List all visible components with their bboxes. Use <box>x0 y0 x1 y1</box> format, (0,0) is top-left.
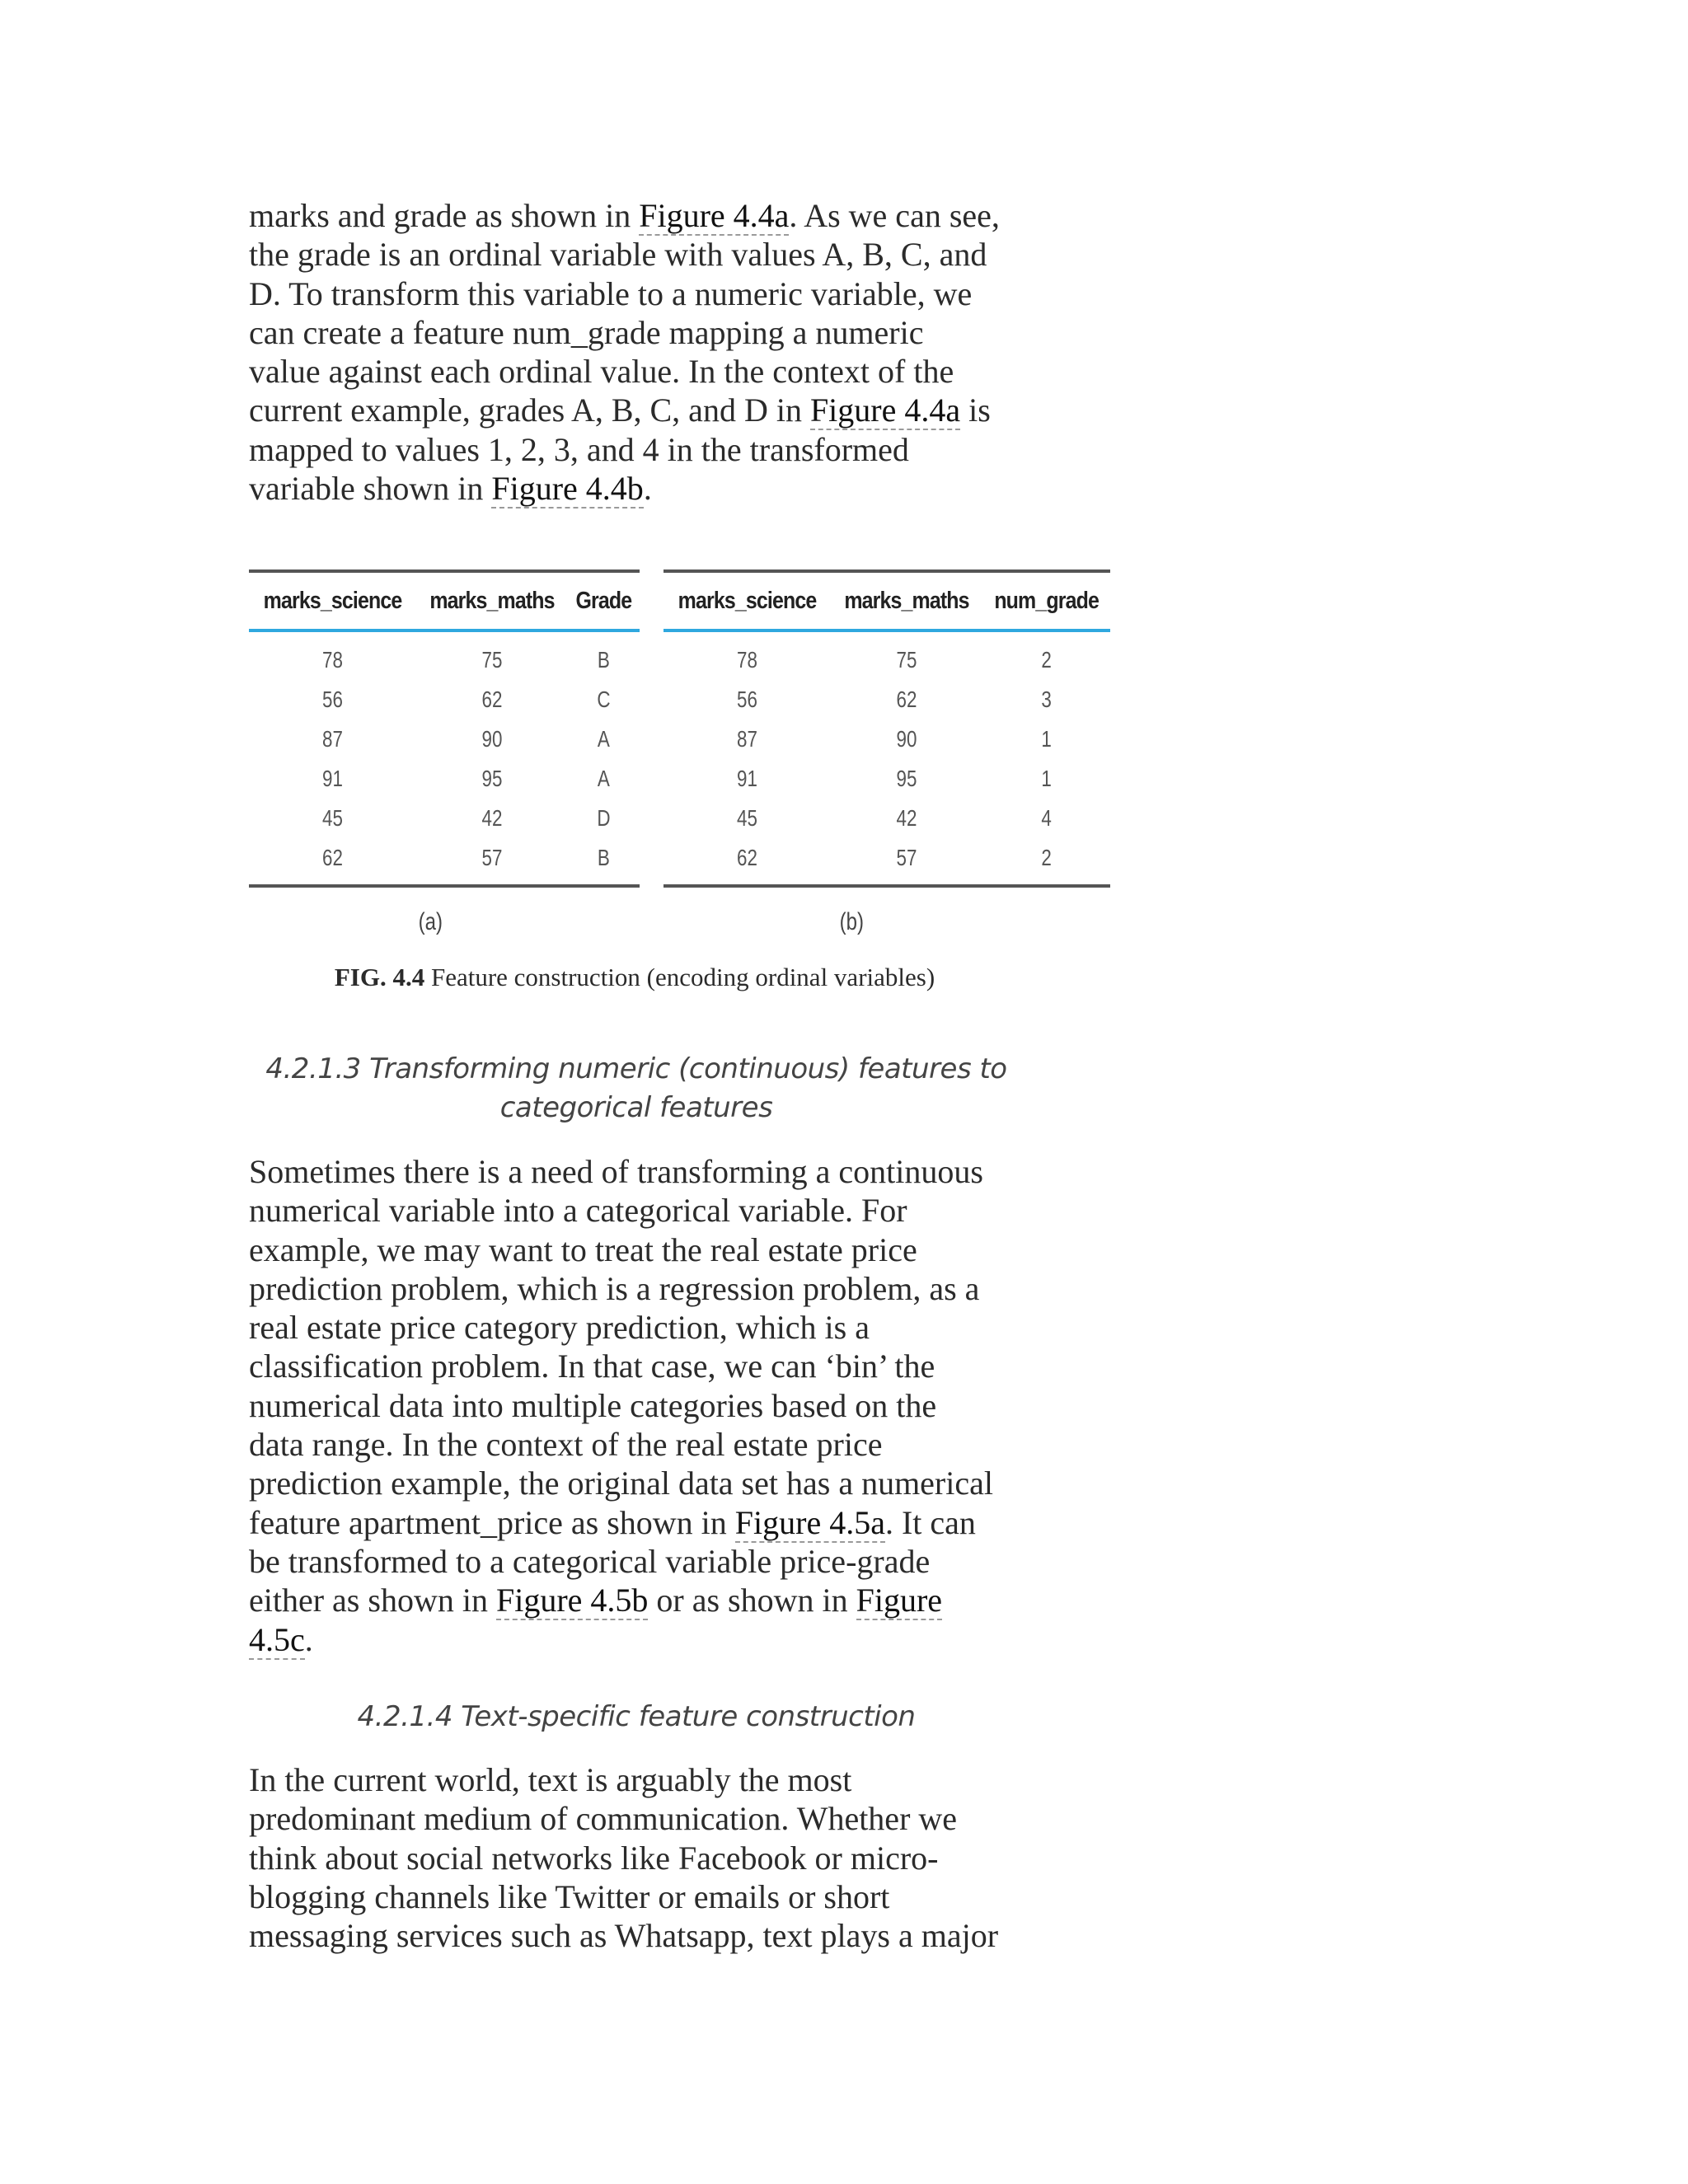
table-cell: 56 <box>322 687 343 712</box>
table-row <box>249 799 640 838</box>
text-segment: . It can <box>884 1503 976 1541</box>
table-cell: 75 <box>896 647 917 673</box>
text-line <box>249 1230 1024 1269</box>
text-segment: prediction problem, which is a regression problem, as a <box>249 1269 980 1307</box>
figure-table-a <box>249 569 640 888</box>
table-row <box>249 680 640 719</box>
table-row <box>249 719 640 759</box>
table-cell: D <box>597 805 611 831</box>
text-segment: real estate price category prediction, which is a <box>249 1309 870 1347</box>
text-line <box>249 430 1024 469</box>
text-segment: current example, grades A, B, C, and D in <box>249 391 810 429</box>
text-line <box>249 1308 1024 1347</box>
figure-reference-link[interactable]: 4.5c <box>249 1620 305 1658</box>
table-cell: 62 <box>322 845 343 870</box>
table-row <box>663 680 1110 719</box>
column-header-grade: Grade <box>573 571 635 630</box>
table-row <box>663 630 1110 680</box>
text-line <box>249 1347 1024 1385</box>
table-cell: 56 <box>737 687 757 712</box>
text-line <box>249 1425 1024 1464</box>
figure-label-b: (b) <box>839 908 865 935</box>
table-cell: 42 <box>481 805 503 831</box>
text-line <box>249 1620 1024 1659</box>
text-line <box>249 1916 1024 1955</box>
table-cell: 91 <box>737 766 757 791</box>
text-segment: be transformed to a categorical variable price-grade <box>249 1542 931 1580</box>
table-cell: 1 <box>1041 766 1052 791</box>
table-cell: 90 <box>481 726 503 752</box>
table-row <box>663 719 1110 759</box>
text-line <box>249 469 1024 508</box>
text-segment: blogging channels like Twitter or emails or short <box>249 1877 890 1915</box>
text-segment: messaging services such as Whatsapp, text plays a major <box>249 1917 999 1955</box>
table-cell: A <box>597 766 610 791</box>
table-cell: 90 <box>896 726 917 752</box>
heading-line: categorical features <box>499 1091 773 1124</box>
text-line <box>249 196 1024 235</box>
table-cell: 57 <box>481 845 503 870</box>
table-row <box>663 799 1110 838</box>
table-row <box>249 630 640 680</box>
table-cell: 3 <box>1041 687 1052 712</box>
table-cell: 2 <box>1041 845 1052 870</box>
table-row <box>663 759 1110 799</box>
figure-reference-link[interactable]: Figure <box>856 1582 943 1619</box>
text-segment: Sometimes there is a need of transforming a continuous <box>249 1153 983 1190</box>
figure-label-a: (a) <box>418 908 443 935</box>
column-header-marks-science: marks_science <box>675 571 819 630</box>
figure-reference-link[interactable]: Figure 4.4a <box>639 197 790 234</box>
table-cell: 2 <box>1041 647 1052 673</box>
table-header-row <box>249 571 640 630</box>
table-cell: A <box>597 726 610 752</box>
table-row <box>663 838 1110 886</box>
table-cell: 45 <box>322 805 343 831</box>
text-segment: data range. In the context of the real estate price <box>249 1426 883 1464</box>
text-segment: D. To transform this variable to a numeric variable, we <box>249 274 973 312</box>
text-segment: numerical data into multiple categories based on the <box>249 1386 937 1424</box>
text-segment: feature apartment_price as shown in <box>249 1503 735 1541</box>
table-cell: 75 <box>481 647 503 673</box>
table-cell: 78 <box>322 647 343 673</box>
section-heading-4-2-1-4 <box>249 1698 1024 1736</box>
table-row <box>249 759 640 799</box>
text-segment: example, we may want to treat the real estate price <box>249 1230 917 1268</box>
column-header-num-grade: num_grade <box>992 571 1102 630</box>
table-cell: C <box>597 687 611 712</box>
text-segment: is <box>960 391 991 429</box>
figure-reference-link[interactable]: Figure 4.4a <box>809 391 961 429</box>
text-line <box>249 235 1024 274</box>
table-cell: 62 <box>481 687 503 712</box>
figure-reference-link[interactable]: Figure 4.5a <box>734 1503 885 1541</box>
table-cell: B <box>597 647 610 673</box>
text-segment: prediction example, the original data set has a numerical <box>249 1465 993 1502</box>
table-cell: 45 <box>737 805 757 831</box>
table-cell: 87 <box>322 726 343 752</box>
text-segment: . <box>304 1620 313 1658</box>
table-cell: 4 <box>1041 805 1052 831</box>
table-row <box>249 838 640 886</box>
text-segment: numerical variable into a categorical variable. For <box>249 1192 907 1230</box>
text-segment: mapped to values 1, 2, 3, and 4 in the transformed <box>249 430 909 468</box>
text-segment: classification problem. In that case, we can ‘bin’ the <box>249 1347 935 1385</box>
table-cell: 87 <box>737 726 757 752</box>
text-line <box>249 1760 1024 1799</box>
table-cell: 91 <box>322 766 343 791</box>
text-line <box>249 1152 1024 1191</box>
section-heading-4-2-1-3 <box>249 1050 1024 1127</box>
figure-caption-text: Feature construction (encoding ordinal variables) <box>430 963 935 991</box>
heading-line: 4.2.1.3 Transforming numeric (continuous) features to <box>265 1052 1007 1085</box>
text-segment: either as shown in <box>249 1582 496 1619</box>
table-cell: 78 <box>737 647 757 673</box>
paragraph-binning <box>249 1152 1024 1659</box>
text-line <box>249 1542 1024 1581</box>
text-segment: predominant medium of communication. Whether we <box>249 1800 958 1838</box>
text-segment: value against each ordinal value. In the context of the <box>249 353 954 391</box>
figure-caption-label: FIG. 4.4 <box>334 963 425 991</box>
text-line <box>249 1503 1024 1542</box>
text-line <box>249 1386 1024 1425</box>
text-line <box>249 1839 1024 1877</box>
text-segment: . As we can see, <box>789 197 1000 234</box>
figure-table-b <box>663 569 1110 888</box>
table-cell: 57 <box>896 845 917 870</box>
text-segment: can create a feature num_grade mapping a numeric <box>249 313 924 351</box>
text-line <box>249 1269 1024 1308</box>
text-line <box>249 1581 1024 1619</box>
text-segment: variable shown in <box>249 470 492 508</box>
text-line <box>249 1191 1024 1230</box>
text-line <box>249 274 1024 313</box>
text-segment: or as shown in <box>648 1582 856 1619</box>
paragraph-ordinal-encoding <box>249 196 1024 508</box>
table-cell: 95 <box>481 766 503 791</box>
text-segment: . <box>643 470 652 508</box>
column-header-marks-maths: marks_maths <box>842 571 972 630</box>
table-header-row <box>663 571 1110 630</box>
text-line <box>249 391 1024 429</box>
table-cell: 1 <box>1041 726 1052 752</box>
figure-caption <box>0 963 1269 992</box>
text-segment: In the current world, text is arguably the most <box>249 1761 852 1798</box>
text-segment: the grade is an ordinal variable with values A, B, C, and <box>249 236 987 274</box>
text-line <box>249 313 1024 352</box>
table-cell: 95 <box>896 766 917 791</box>
figure-reference-link[interactable]: Figure 4.5b <box>495 1582 649 1619</box>
table-cell: 62 <box>896 687 917 712</box>
table-cell: 42 <box>896 805 917 831</box>
paragraph-text-features <box>249 1760 1024 1955</box>
column-header-marks-science: marks_science <box>260 571 405 630</box>
text-line <box>249 1799 1024 1838</box>
text-line <box>249 1464 1024 1502</box>
figure-reference-link[interactable]: Figure 4.4b <box>491 470 644 508</box>
table-cell: B <box>597 845 610 870</box>
text-segment: marks and grade as shown in <box>249 197 640 234</box>
table-cell: 62 <box>737 845 757 870</box>
heading-line: 4.2.1.4 Text-specific feature construction <box>357 1700 916 1733</box>
text-line <box>249 352 1024 391</box>
text-line <box>249 1877 1024 1916</box>
text-segment: think about social networks like Facebook or micro- <box>249 1839 939 1877</box>
column-header-marks-maths: marks_maths <box>427 571 557 630</box>
